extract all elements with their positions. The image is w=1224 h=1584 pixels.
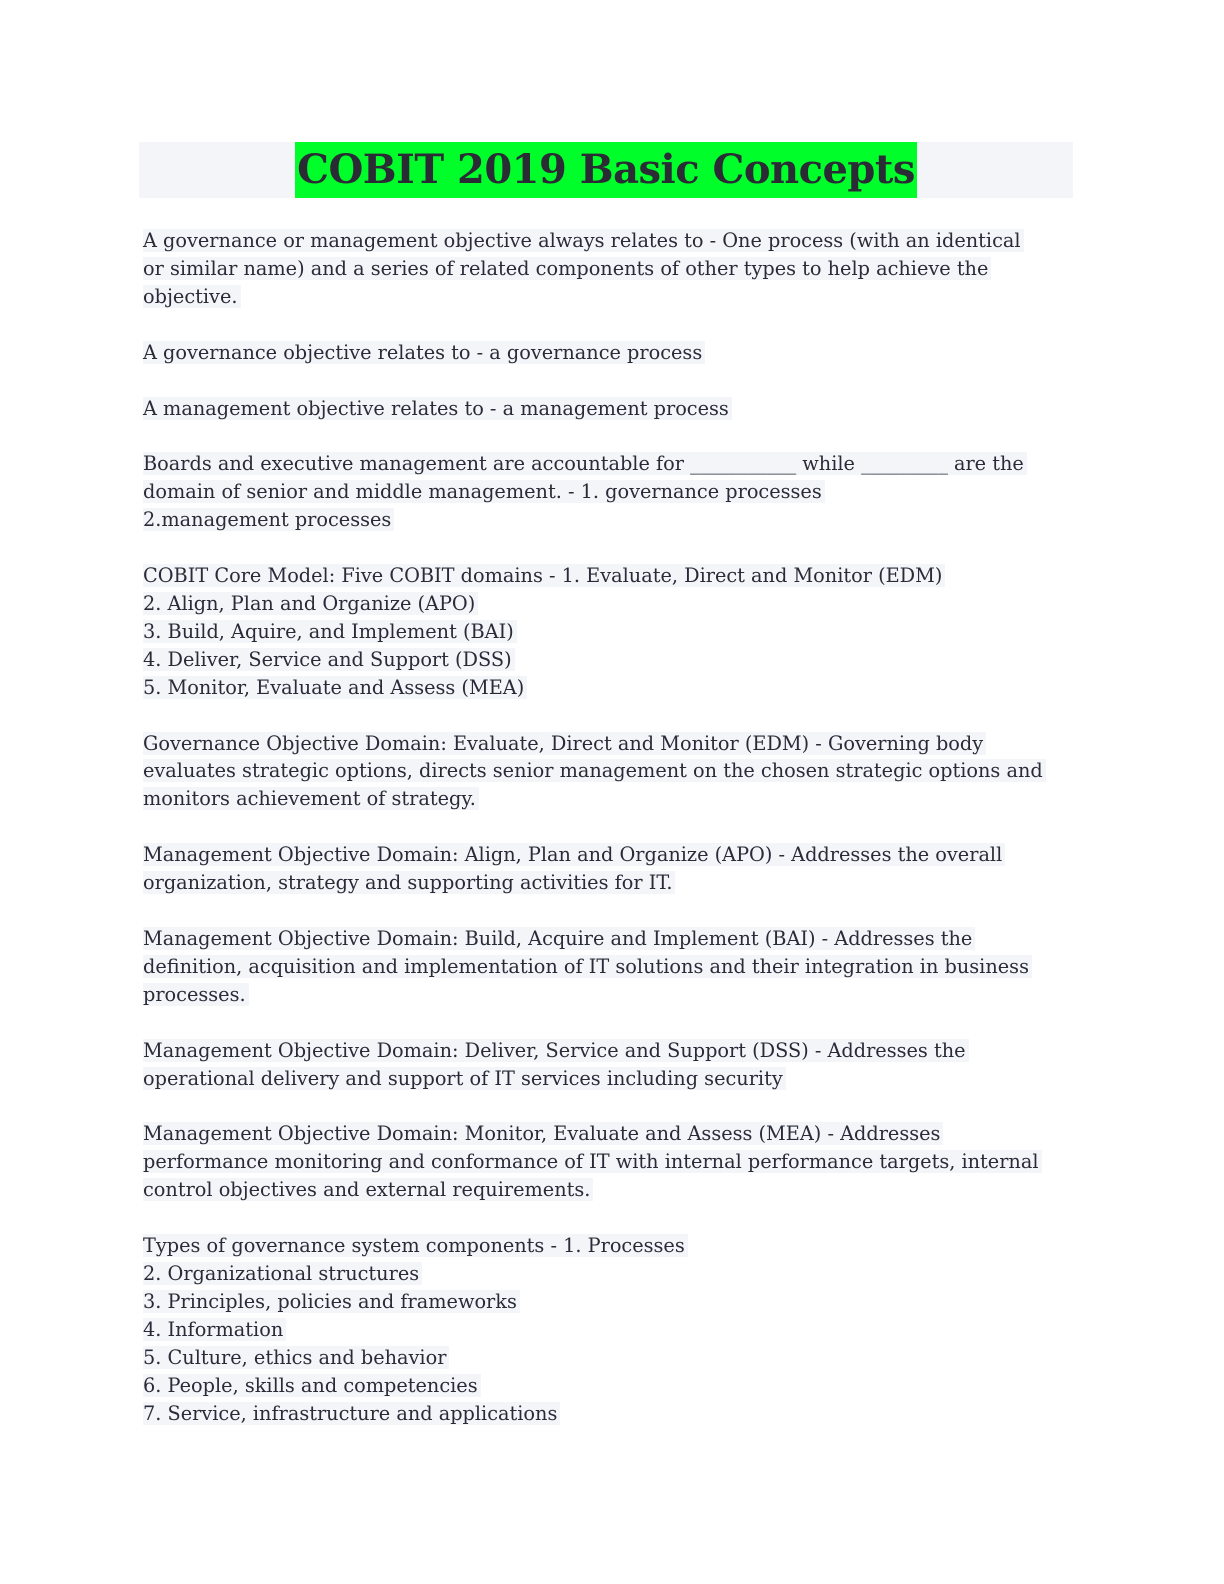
entry-line: evaluates strategic options, directs senior management on the chosen strategic options and bbox=[143, 757, 1078, 785]
entry-3 bbox=[143, 395, 1078, 423]
entry-line: 3. Principles, policies and frameworks bbox=[143, 1288, 1078, 1316]
entry-line: Management Objective Domain: Deliver, Service and Support (DSS) - Addresses the bbox=[143, 1037, 1078, 1065]
entry-line: A management objective relates to - a management process bbox=[143, 395, 1078, 423]
entry-2 bbox=[143, 339, 1078, 367]
entry-line: COBIT Core Model: Five COBIT domains - 1. Evaluate, Direct and Monitor (EDM) bbox=[143, 562, 1078, 590]
entry-line: 3. Build, Aquire, and Implement (BAI) bbox=[143, 618, 1078, 646]
entry-line: Management Objective Domain: Align, Plan and Organize (APO) - Addresses the overall bbox=[143, 841, 1078, 869]
entry-10 bbox=[143, 1120, 1078, 1204]
entry-line: processes. bbox=[143, 981, 1078, 1009]
entry-11 bbox=[143, 1232, 1078, 1427]
entry-line: or similar name) and a series of related components of other types to help achieve the bbox=[143, 255, 1078, 283]
entry-line: 4. Deliver, Service and Support (DSS) bbox=[143, 646, 1078, 674]
entry-line: 6. People, skills and competencies bbox=[143, 1372, 1078, 1400]
entry-line: Boards and executive management are accountable for ___________ while _________ are the bbox=[143, 450, 1078, 478]
document-content bbox=[143, 227, 1078, 1455]
entry-line: Governance Objective Domain: Evaluate, Direct and Monitor (EDM) - Governing body bbox=[143, 730, 1078, 758]
document-title: COBIT 2019 Basic Concepts bbox=[295, 142, 917, 198]
entry-line: Management Objective Domain: Monitor, Evaluate and Assess (MEA) - Addresses bbox=[143, 1120, 1078, 1148]
entry-line: definition, acquisition and implementation of IT solutions and their integration in business bbox=[143, 953, 1078, 981]
entry-line: 2.management processes bbox=[143, 506, 1078, 534]
entry-line: monitors achievement of strategy. bbox=[143, 785, 1078, 813]
entry-line: operational delivery and support of IT services including security bbox=[143, 1065, 1078, 1093]
entry-line: A governance objective relates to - a governance process bbox=[143, 339, 1078, 367]
title-banner bbox=[139, 142, 1073, 198]
entry-line: 2. Organizational structures bbox=[143, 1260, 1078, 1288]
entry-4 bbox=[143, 450, 1078, 534]
entry-line: 5. Culture, ethics and behavior bbox=[143, 1344, 1078, 1372]
entry-line: Types of governance system components - 1. Processes bbox=[143, 1232, 1078, 1260]
entry-7 bbox=[143, 841, 1078, 897]
entry-6 bbox=[143, 730, 1078, 814]
entry-line: 4. Information bbox=[143, 1316, 1078, 1344]
entry-8 bbox=[143, 925, 1078, 1009]
entry-line: 5. Monitor, Evaluate and Assess (MEA) bbox=[143, 674, 1078, 702]
entry-line: Management Objective Domain: Build, Acquire and Implement (BAI) - Addresses the bbox=[143, 925, 1078, 953]
entry-line: organization, strategy and supporting activities for IT. bbox=[143, 869, 1078, 897]
entry-line: 7. Service, infrastructure and applications bbox=[143, 1400, 1078, 1428]
entry-5 bbox=[143, 562, 1078, 701]
entry-line: performance monitoring and conformance of IT with internal performance targets, internal bbox=[143, 1148, 1078, 1176]
entry-1 bbox=[143, 227, 1078, 311]
entry-line: 2. Align, Plan and Organize (APO) bbox=[143, 590, 1078, 618]
entry-line: A governance or management objective always relates to - One process (with an identical bbox=[143, 227, 1078, 255]
entry-line: domain of senior and middle management. - 1. governance processes bbox=[143, 478, 1078, 506]
entry-line: objective. bbox=[143, 283, 1078, 311]
entry-line: control objectives and external requirements. bbox=[143, 1176, 1078, 1204]
entry-9 bbox=[143, 1037, 1078, 1093]
